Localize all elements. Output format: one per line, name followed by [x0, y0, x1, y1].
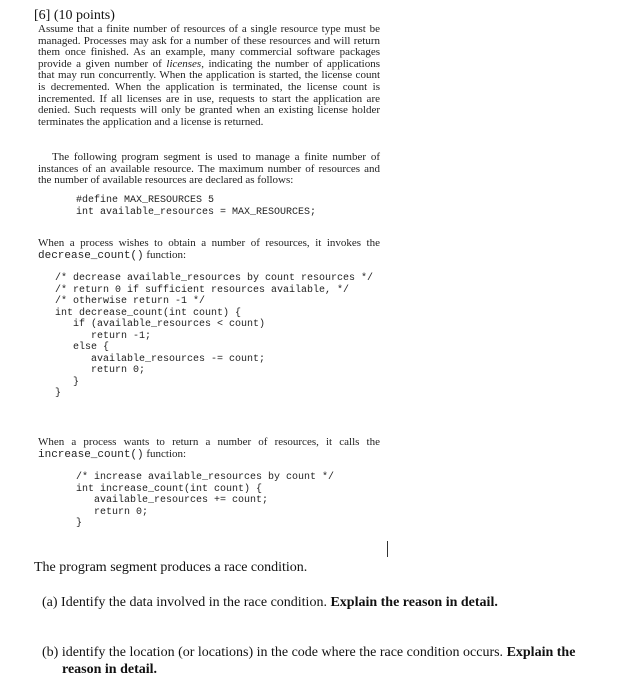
decrease-description: When a process wishes to obtain a number of resources, it invokes the decrease_count() function: [38, 237, 380, 262]
intro-paragraph-2: The following program segment is used to manage a finite number of instances of an available resource. The maximum number of resources and the number of available resources are declared as follows: [38, 151, 380, 187]
increase-description: When a process wants to return a number of resources, it calls the increase_count() function: [38, 436, 380, 461]
code-block-increase-count: /* increase available_resources by count */ int increase_count(int count) { available_resources += count; return 0; } [76, 472, 335, 529]
increase-count-func-name: increase_count() [38, 448, 144, 461]
question-a: (a) Identify the data involved in the race condition. Explain the reason in detail. [42, 595, 498, 610]
code-block-decrease-count: /* decrease available_resources by count resources */ /* return 0 if sufficient resources available, */ /* otherwise return -1 */ int decrease_count(int count) { if (available_resources < count) return -1; else { available_resources -= count; return 0; } } [55, 273, 374, 399]
question-header: [6] (10 points) [34, 8, 115, 23]
text-cursor [387, 541, 388, 557]
intro-paragraph-1: Assume that a finite number of resources of a single resource type must be managed. Processes may ask for a number of these resources and will return them once finished. As an example, many commercial software packages provide a given number of licenses, indicating the number of applications that may run concurrently. When the application is started, the license count is decremented. When the application is terminated, the license count is incremented. If all licenses are in use, requests to start the application are denied. Such requests will only be granted when an existing license holder terminates the application and a license is returned. [38, 23, 381, 128]
question-b: (b) identify the location (or locations) in the code where the race condition occurs. Explain the reason in detail. [42, 645, 576, 677]
race-condition-statement: The program segment produces a race condition. [34, 560, 308, 575]
code-block-declarations: #define MAX_RESOURCES 5 int available_resources = MAX_RESOURCES; [76, 195, 317, 218]
licenses-emphasis: licenses [166, 57, 202, 70]
decrease-count-func-name: decrease_count() [38, 249, 144, 262]
